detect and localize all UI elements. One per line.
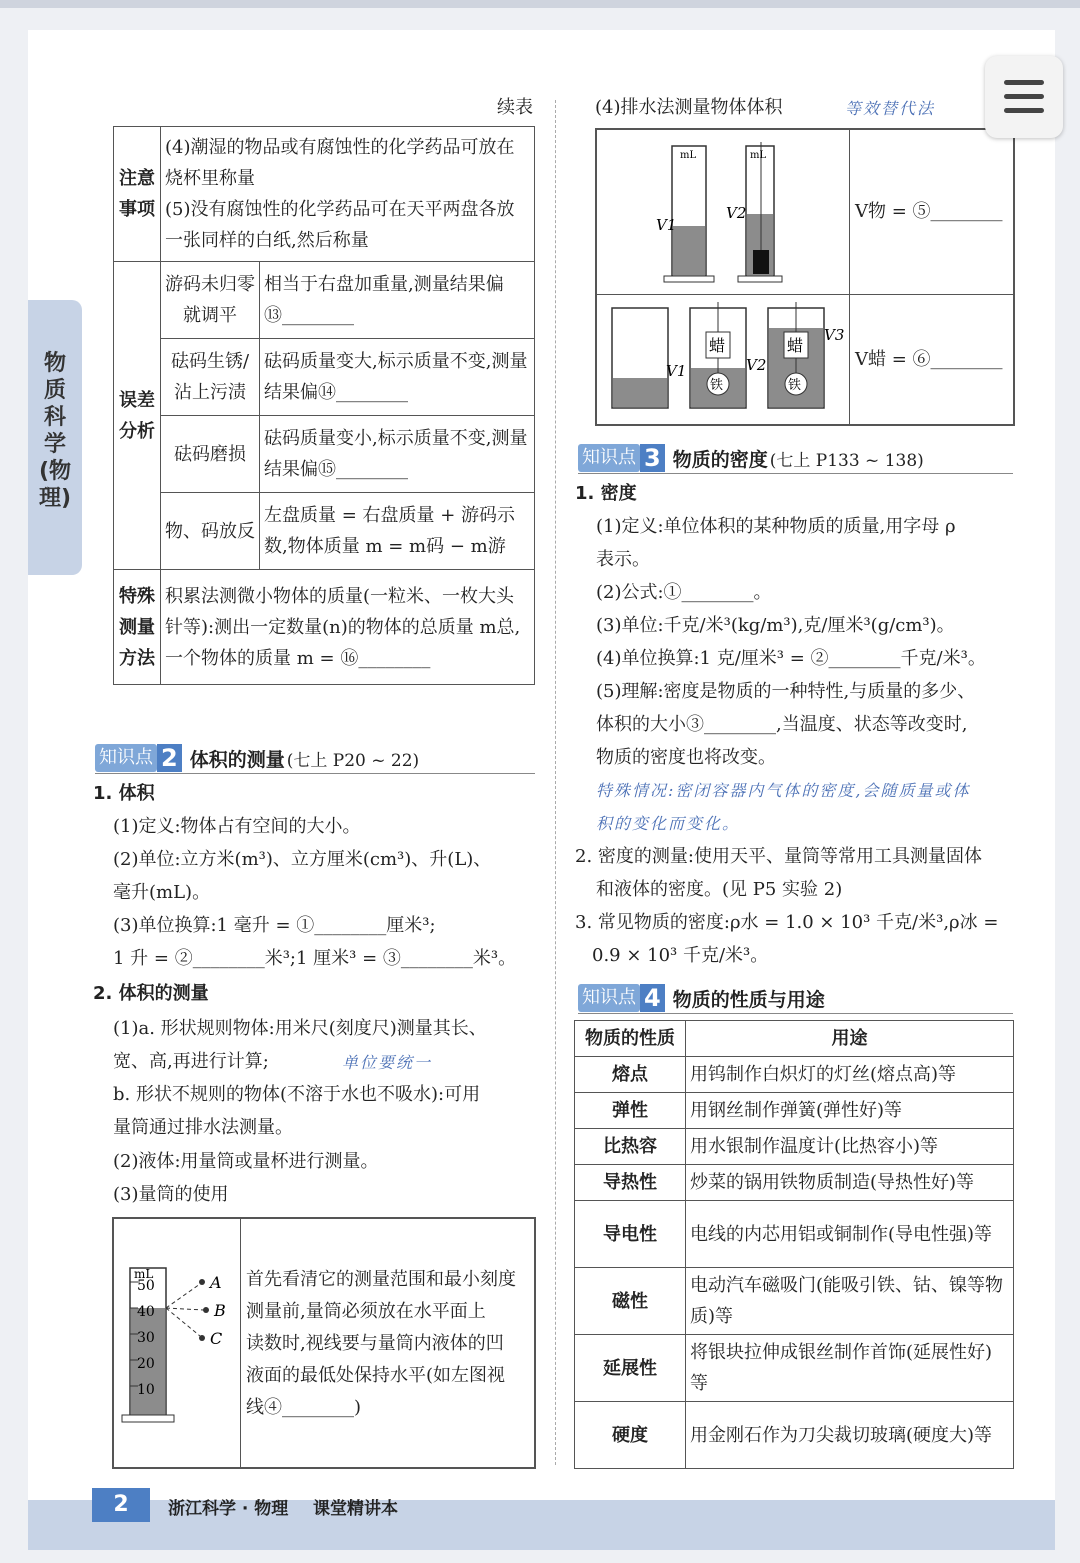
- error-effect: 砝码质量变大,标示质量不变,测量结果偏⑭________: [260, 339, 535, 416]
- kp2-underline: [95, 773, 535, 774]
- table-row: [575, 1093, 1014, 1129]
- kp2-line: (2)液体:用量筒或量杯进行测量。: [113, 1151, 379, 1172]
- table-row: [575, 1129, 1014, 1165]
- usage-line: 线④________): [246, 1397, 362, 1418]
- wax-label: 蜡: [709, 336, 726, 355]
- kp-reference: (七上 P133 ~ 138): [769, 450, 924, 471]
- menu-button[interactable]: [985, 56, 1063, 138]
- equivalence-note: 等效替代法: [845, 99, 936, 118]
- property-cell: 导热性: [575, 1165, 686, 1201]
- kp4-heading: [578, 984, 825, 1012]
- tick-label: 10: [137, 1382, 155, 1398]
- column-divider: [555, 100, 556, 1465]
- drainage-figure-row2: [600, 298, 846, 420]
- tick-label: 30: [137, 1330, 155, 1346]
- use-cell: 炒菜的锅用铁物质制造(导热性好)等: [686, 1165, 1014, 1201]
- kp2-line: 2. 体积的测量: [93, 983, 209, 1004]
- common-density: 3. 常见物质的密度:ρ水 = 1.0 × 10³ 千克/米³,ρ冰 =: [575, 912, 999, 933]
- sight-label-c: C: [210, 1329, 223, 1348]
- v-wax-formula: V蜡 = ⑥________: [855, 349, 1003, 370]
- kp-title: 体积的测量: [189, 748, 285, 771]
- kp3-line: 体积的大小③________,当温度、状态等改变时,: [596, 714, 968, 735]
- side-tab-label: 物质科学(物理): [38, 351, 72, 511]
- v-object-formula: V物 = ⑤________: [855, 201, 1003, 222]
- kp3-line: 1. 密度: [575, 483, 637, 504]
- kp3-line: (2)公式:①________。: [596, 582, 772, 603]
- side-tab: [28, 300, 82, 575]
- kp2-line: 1. 体积: [93, 783, 155, 804]
- property-cell: 硬度: [575, 1402, 686, 1469]
- v2-label: V2: [726, 204, 747, 222]
- error-effect: 相当于右盘加重量,测量结果偏⑬________: [260, 262, 535, 339]
- usage-line: 测量前,量筒必须放在水平面上: [246, 1301, 486, 1322]
- eye-icons: [199, 1279, 209, 1341]
- kp-number: 4: [640, 984, 665, 1012]
- kp-title: 物质的密度: [672, 448, 768, 471]
- kp2-line: 量筒通过排水法测量。: [113, 1117, 293, 1138]
- error-effect: 砝码质量变小,标示质量不变,测量结果偏⑮________: [260, 416, 535, 493]
- ml-label: mL: [750, 150, 767, 161]
- table-row: [575, 1402, 1014, 1469]
- kp-number: 3: [640, 444, 665, 472]
- balance-notes-table: [113, 126, 535, 685]
- graduated-cylinder-figure: [118, 1260, 236, 1430]
- use-cell: 用金刚石作为刀尖裁切玻璃(硬度大)等: [686, 1402, 1014, 1469]
- kp-title: 物质的性质与用途: [672, 988, 825, 1011]
- error-cause: 砝码磨损: [161, 416, 260, 493]
- tick-label: 40: [137, 1304, 155, 1320]
- hamburger-icon: [1004, 94, 1044, 99]
- table-row: [575, 1201, 1014, 1268]
- error-heading: 误差分析: [114, 262, 161, 570]
- drainage-v-divider: [849, 130, 850, 424]
- table-row: [575, 1165, 1014, 1201]
- cylinder-base: [122, 1415, 174, 1422]
- kp2-line: (1)定义:物体占有空间的大小。: [113, 816, 361, 837]
- special-heading: 特殊测量方法: [114, 570, 161, 685]
- density-measure: 和液体的密度。(见 P5 实验 2): [596, 879, 843, 900]
- hamburger-icon: [1004, 80, 1044, 85]
- unit-note: 单位要统一: [342, 1053, 433, 1072]
- table-row: [575, 1335, 1014, 1402]
- top-edge: [0, 0, 1080, 8]
- property-cell: 弹性: [575, 1093, 686, 1129]
- kp3-line: (3)单位:千克/米³(kg/m³),克/厘米³(g/cm³)。: [596, 615, 955, 636]
- kp-badge: 知识点: [578, 444, 640, 472]
- kp2-line: 宽、高,再进行计算;: [113, 1051, 269, 1072]
- use-cell: 用水银制作温度计(比热容小)等: [686, 1129, 1014, 1165]
- kp3-underline: [578, 473, 1013, 474]
- cylinder-unit: mL: [134, 1267, 154, 1281]
- ml-label: mL: [680, 150, 697, 161]
- kp3-line: 表示。: [596, 549, 650, 570]
- use-cell: 用钨制作白炽灯的灯丝(熔点高)等: [686, 1057, 1014, 1093]
- continued-label: 续表: [497, 97, 533, 118]
- footer-book-title: 浙江科学 · 物理: [168, 1499, 289, 1519]
- table-row: [575, 1057, 1014, 1093]
- v3-label: V3: [824, 326, 845, 344]
- sight-lines: [166, 1284, 204, 1336]
- tick-label: 20: [137, 1356, 155, 1372]
- special-text: 积累法测微小物体的质量(一粒米、一枚大头针等):测出一定数量(n)的物体的总质量 m总,一个物体的质量 m = ⑯________: [161, 570, 535, 685]
- kp3-heading: [578, 444, 924, 472]
- tick-label: 50: [137, 1278, 155, 1294]
- note-5: (5)没有腐蚀性的化学药品可在天平两盘各放一张同样的白纸,然后称量: [165, 199, 515, 251]
- kp3-line: 物质的密度也将改变。: [596, 747, 776, 768]
- usage-line: 液面的最低处保持水平(如左图视: [246, 1365, 506, 1386]
- notes-cell: [161, 127, 535, 262]
- table-header: 物质的性质: [575, 1021, 686, 1057]
- v1-label: V1: [666, 362, 687, 380]
- kp4-underline: [578, 1013, 1013, 1014]
- iron-label: 铁: [788, 378, 802, 393]
- special-case-note: 特殊情况:密闭容器内气体的密度,会随质量或体: [596, 781, 971, 800]
- kp2-line: (1)a. 形状规则物体:用米尺(刻度尺)测量其长、: [113, 1018, 487, 1039]
- use-cell: 用钢丝制作弹簧(弹性好)等: [686, 1093, 1014, 1129]
- kp2-line: 毫升(mL)。: [113, 882, 211, 903]
- page-number: 2: [92, 1488, 150, 1522]
- v2-label: V2: [746, 356, 767, 374]
- kp2-line: b. 形状不规则的物体(不溶于水也不吸水):可用: [113, 1084, 481, 1105]
- kp-badge: 知识点: [578, 984, 640, 1012]
- special-case-note: 积的变化而变化。: [596, 814, 741, 833]
- kp2-heading: [95, 744, 419, 772]
- kp-reference: (七上 P20 ~ 22): [286, 750, 420, 771]
- use-cell: 电线的内芯用铝或铜制作(导电性强)等: [686, 1201, 1014, 1268]
- error-cause: 物、码放反: [161, 493, 260, 570]
- property-use-table: [574, 1020, 1014, 1469]
- sight-label-b: B: [214, 1301, 226, 1320]
- drainage-heading: (4)排水法测量物体体积: [595, 97, 783, 118]
- table-header: 用途: [686, 1021, 1014, 1057]
- cylinder-usage-text: [246, 1264, 530, 1424]
- kp3-line: (1)定义:单位体积的某种物质的质量,用字母 ρ: [596, 516, 956, 537]
- footer-edition: 课堂精讲本: [313, 1499, 398, 1519]
- note-4: (4)潮湿的物品或有腐蚀性的化学药品可放在烧杯里称量: [165, 137, 515, 189]
- property-cell: 磁性: [575, 1268, 686, 1335]
- kp3-line: (4)单位换算:1 克/厘米³ = ②________千克/米³。: [596, 648, 986, 669]
- error-cause: 游码未归零就调平: [161, 262, 260, 339]
- notes-heading: 注意事项: [114, 127, 161, 262]
- drainage-h-divider: [597, 294, 1013, 295]
- property-cell: 延展性: [575, 1335, 686, 1402]
- error-cause: 砝码生锈/沾上污渍: [161, 339, 260, 416]
- kp-number: 2: [157, 744, 182, 772]
- kp-badge: 知识点: [95, 744, 157, 772]
- kp2-line: 1 升 = ②________米³;1 厘米³ = ③________米³。: [113, 948, 517, 969]
- cylinder-box-divider: [240, 1219, 241, 1467]
- iron-label: 铁: [710, 378, 724, 393]
- kp2-line: (3)单位换算:1 毫升 = ①________厘米³;: [113, 915, 436, 936]
- property-cell: 比热容: [575, 1129, 686, 1165]
- use-cell: 电动汽车磁吸门(能吸引铁、钴、镍等物质)等: [686, 1268, 1014, 1335]
- sight-label-a: A: [210, 1273, 222, 1292]
- density-measure: 2. 密度的测量:使用天平、量筒等常用工具测量固体: [575, 846, 982, 867]
- v1-label: V1: [656, 216, 677, 234]
- property-cell: 熔点: [575, 1057, 686, 1093]
- kp3-line: (5)理解:密度是物质的一种特性,与质量的多少、: [596, 681, 976, 702]
- wax-label: 蜡: [787, 336, 804, 355]
- error-effect: 左盘质量 = 右盘质量 + 游码示数,物体质量 m = m码 − m游: [260, 493, 535, 570]
- use-cell: 将银块拉伸成银丝制作首饰(延展性好)等: [686, 1335, 1014, 1402]
- table-row: [575, 1268, 1014, 1335]
- usage-line: 读数时,视线要与量筒内液体的凹: [246, 1333, 504, 1354]
- kp2-line: (2)单位:立方米(m³)、立方厘米(cm³)、升(L)、: [113, 849, 492, 870]
- hamburger-icon: [1004, 108, 1044, 113]
- common-density: 0.9 × 10³ 千克/米³。: [592, 945, 769, 966]
- usage-line: 首先看清它的测量范围和最小刻度: [246, 1269, 516, 1290]
- drainage-figure-row1: [600, 132, 846, 292]
- property-cell: 导电性: [575, 1201, 686, 1268]
- kp2-line: (3)量筒的使用: [113, 1184, 229, 1205]
